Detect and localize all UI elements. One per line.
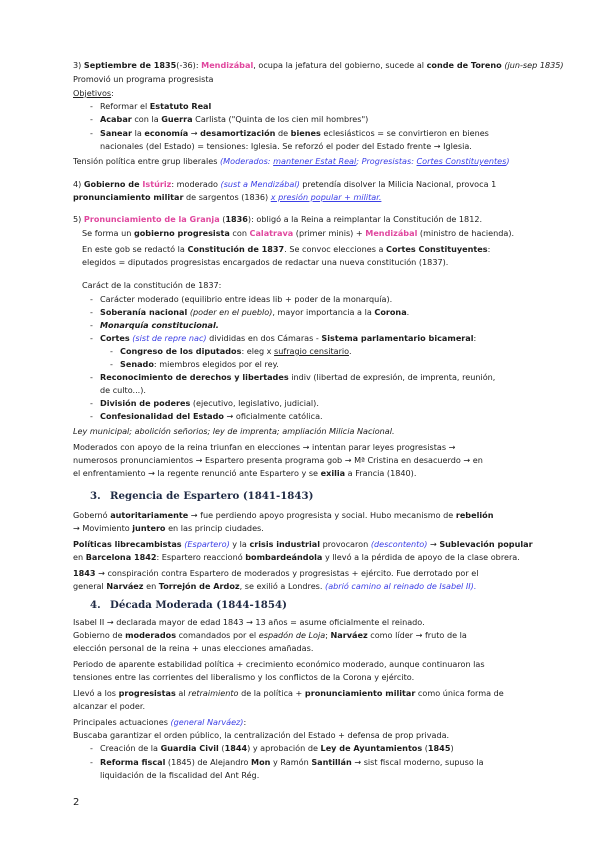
list-item: - Sanear la economía → desamortización de bienes eclesiásticos = se convirtieron en bienes — [90, 128, 489, 138]
heading-regencia-espartero: 3. Regencia de Espartero (1841-1843) — [90, 490, 314, 502]
text-line: alcanzar el poder. — [73, 701, 146, 711]
text-line: Políticas librecambistas (Espartero) y la crisis industrial provocaron (descontento) → Sublevación popular — [73, 539, 533, 549]
text-line: Caráct de la constitución de 1837: — [82, 280, 222, 290]
objetivos-heading: Objetivos: — [73, 88, 114, 98]
text-line: Periodo de aparente estabilidad política + crecimiento económico moderado, aunque continuaron las — [73, 659, 485, 669]
heading-decada-moderada: 4. Década Moderada (1844-1854) — [90, 599, 287, 611]
list-item: - Carácter moderado (equilibrio entre ideas lib + poder de la monarquía). — [90, 294, 393, 304]
text-line: Se forma un gobierno progresista con Calatrava (primer minis) + Mendizábal (ministro de hacienda). — [82, 228, 515, 238]
text-line: elegidos = diputados progresistas encargados de redactar una nueva constitución (1837). — [82, 257, 449, 267]
list-item: - Reconocimiento de derechos y libertades indiv (libertad de expresión, de imprenta, reunión, — [90, 372, 496, 382]
list-item: - Creación de la Guardia Civil (1844) y aprobación de Ley de Ayuntamientos (1845) — [90, 743, 454, 753]
text-line: tensiones entre las corrientes del liberalismo y los conflictos de la Corona y ejército. — [73, 672, 415, 682]
text-line: de culto...). — [100, 385, 146, 395]
text-line: Principales actuaciones (general Narváez): — [73, 717, 247, 727]
text-line: 1843 → conspiración contra Espartero de moderados y progresistas + ejército. Fue derrotado por el — [73, 568, 479, 578]
list-item: - Soberanía nacional (poder en el pueblo), mayor importancia a la Corona. — [90, 307, 410, 317]
text-line: Tensión política entre grup liberales (Moderados: mantener Estat Real; Progresistas: Cortes Constituyentes) — [73, 156, 510, 166]
list-item: - Reforma fiscal (1845) de Alejandro Mon y Ramón Santillán → sist fiscal moderno, supuso la — [90, 757, 484, 767]
text-line: en Barcelona 1842: Espartero reaccionó bombardeándola y llevó a la pérdida de apoyo de la clase obrera. — [73, 552, 520, 562]
list-item: - Confesionalidad del Estado → oficialmente católica. — [90, 411, 323, 421]
list-item: - Cortes (sist de repre nac) divididas en dos Cámaras - Sistema parlamentario bicameral: — [90, 333, 477, 343]
text-line: elección personal de la reina + unas elecciones amañadas. — [73, 643, 314, 653]
text-line: Gobierno de moderados comandados por el espadón de Loja; Narváez como líder → fruto de la — [73, 630, 467, 640]
text-line: nacionales (del Estado) = tensiones: Iglesia. Se reforzó el poder del Estado frente → Iglesia. — [100, 141, 472, 151]
section-5-granja: 5) Pronunciamiento de la Granja (1836): obligó a la Reina a reimplantar la Constitución de 1812. — [73, 214, 483, 224]
list-item: - Senado: miembros elegidos por el rey. — [110, 359, 279, 369]
text-line: liquidación de la fiscalidad del Ant Rég. — [100, 770, 260, 780]
text-line: Buscaba garantizar el orden público, la centralización del Estado + defensa de prop privada. — [73, 730, 450, 740]
list-item: - Reformar el Estatuto Real — [90, 101, 212, 111]
text-line: Promovió un programa progresista — [73, 74, 214, 84]
page-number: 2 — [73, 797, 80, 808]
list-item: - Acabar con la Guerra Carlista ("Quinta de los cien mil hombres") — [90, 114, 369, 124]
text-line: En este gob se redactó la Constitución de 1837. Se convoc elecciones a Cortes Constituyentes: — [82, 244, 491, 254]
text-line: Llevó a los progresistas al retraimiento de la política + pronunciamiento militar como única forma de — [73, 688, 504, 698]
text-line: → Movimiento juntero en las princip ciudades. — [73, 523, 264, 533]
text-line: Moderados con apoyo de la reina triunfan en elecciones → intentan parar leyes progresistas → — [73, 442, 456, 452]
text-line: numerosos pronunciamientos → Espartero presenta programa gob → Mª Cristina en desacuerdo → en — [73, 455, 483, 465]
text-line: Isabel II → declarada mayor de edad 1843 → 13 años = asume oficialmente el reinado. — [73, 617, 425, 627]
section-3-mendizabal: 3) Septiembre de 1835(-36): Mendizábal, ocupa la jefatura del gobierno, sucede al conde de Toreno (jun-sep 1835) — [73, 60, 564, 70]
text-line: general Narváez en Torrejón de Ardoz, se exilió a Londres. (abrió camino al reinado de Isabel II). — [73, 581, 477, 591]
text-line: el enfrentamiento → la regente renunció ante Espartero y se exilia a Francia (1840). — [73, 468, 417, 478]
section-4-isturiz: 4) Gobierno de Istúriz: moderado (sust a Mendizábal) pretendía disolver la Milicia Nacional, provoca 1 — [73, 179, 497, 189]
list-item: - División de poderes (ejecutivo, legislativo, judicial). — [90, 398, 319, 408]
list-item: - Monarquía constitucional. — [90, 320, 219, 330]
text-line: Ley municipal; abolición señorios; ley de imprenta; ampliación Milicia Nacional. — [73, 426, 395, 436]
list-item: - Congreso de los diputados: eleg x sufragio censitario. — [110, 346, 352, 356]
text-line: Gobernó autoritariamente → fue perdiendo apoyo progresista y social. Hubo mecanismo de rebelión — [73, 510, 494, 520]
text-line: pronunciamiento militar de sargentos (1836) x presión popular + militar. — [73, 192, 382, 202]
